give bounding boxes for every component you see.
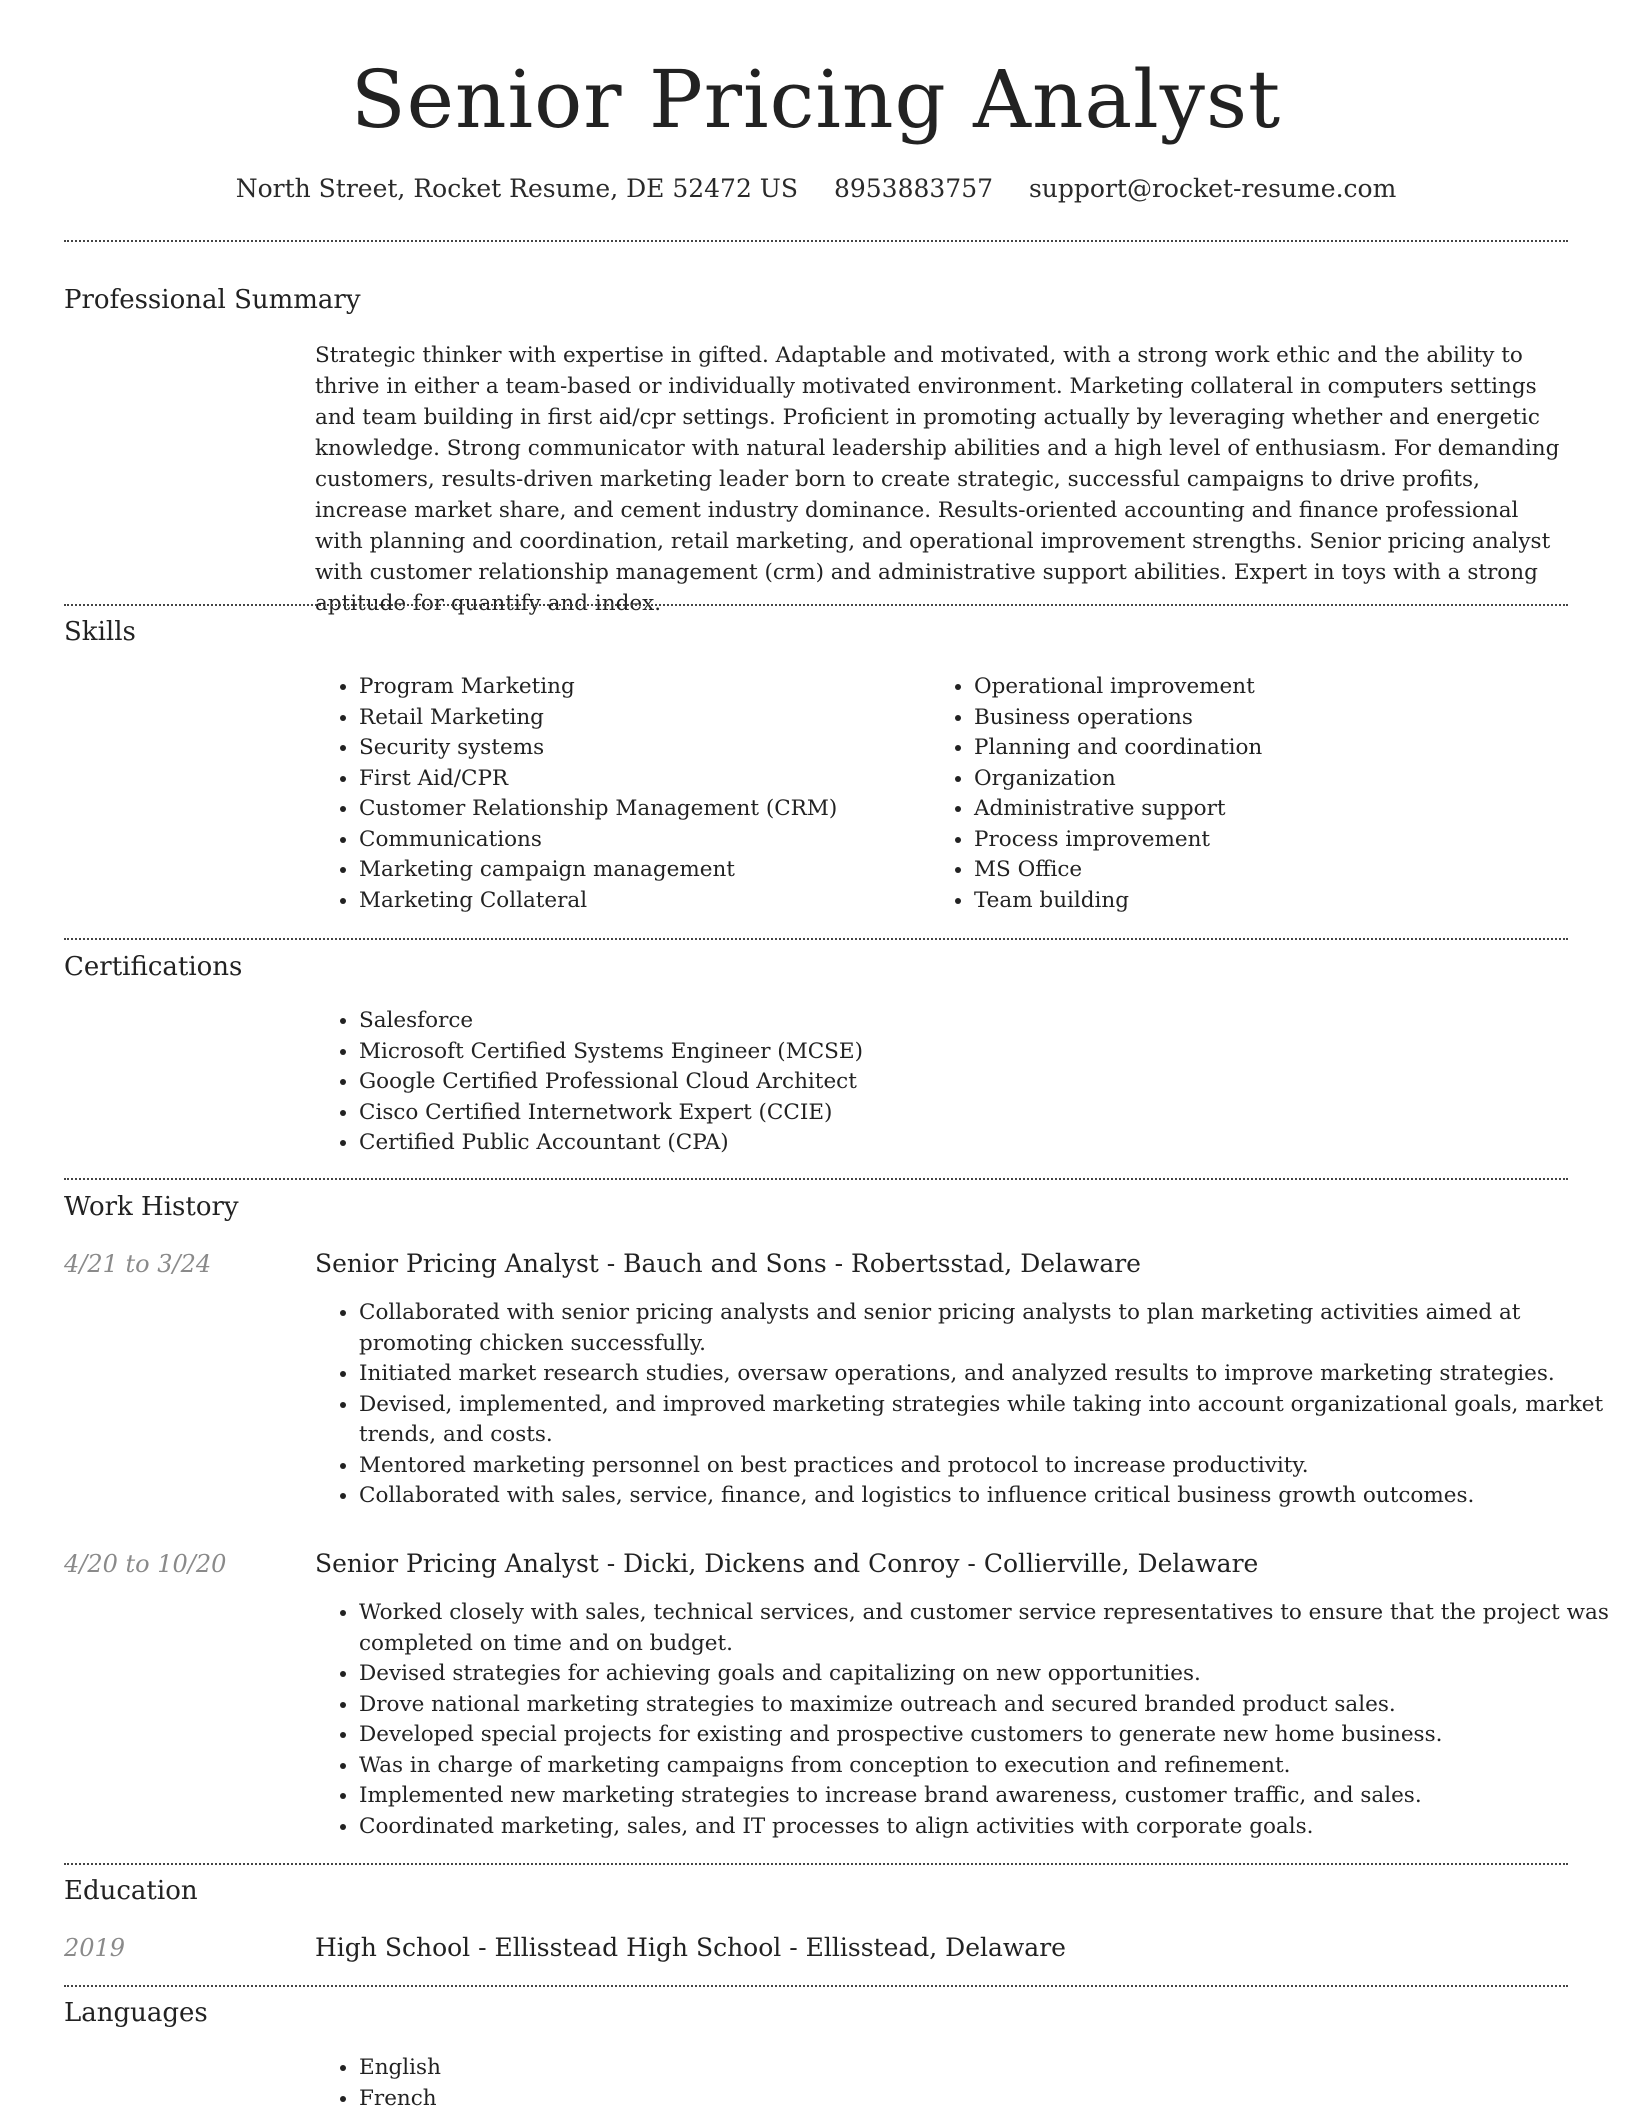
skill-item: • Administrative support <box>974 794 1574 825</box>
contact-email: support@rocket-resume.com <box>1028 174 1397 203</box>
skill-item: • Communications <box>359 825 919 856</box>
job-bullet: • Was in charge of marketing campaigns from conception to execution and refinement. <box>359 1751 1612 1782</box>
skill-item: • Security systems <box>359 733 919 764</box>
job-bullet: • Devised strategies for achieving goals and capitalizing on new opportunities. <box>359 1659 1612 1690</box>
contact-phone: 8953883757 <box>833 174 994 203</box>
section-divider <box>64 604 1568 606</box>
job-bullet: • Drove national marketing strategies to maximize outreach and secured branded product sales. <box>359 1690 1612 1721</box>
skill-item: • First Aid/CPR <box>359 764 919 795</box>
skills-heading: Skills <box>64 617 136 647</box>
skill-item: • Planning and coordination <box>974 733 1574 764</box>
job-dates: 4/20 to 10/20 <box>64 1550 227 1578</box>
skill-item: • Operational improvement <box>974 672 1574 703</box>
skills-list-left <box>315 672 919 916</box>
job-bullet: • Implemented new marketing strategies to increase brand awareness, customer traffic, and sales. <box>359 1781 1612 1812</box>
job-title: Senior Pricing Analyst - Bauch and Sons - Robertsstad, Delaware <box>315 1249 1141 1278</box>
skill-item: • MS Office <box>974 855 1574 886</box>
skill-item: • Program Marketing <box>359 672 919 703</box>
job-bullet: • Initiated market research studies, oversaw operations, and analyzed results to improve marketing strategies. <box>359 1359 1612 1390</box>
section-divider <box>64 1985 1568 1987</box>
skills-list-right <box>930 672 1574 916</box>
summary-heading: Professional Summary <box>64 285 361 315</box>
education-heading: Education <box>64 1876 198 1906</box>
job-bullet: • Devised, implemented, and improved marketing strategies while taking into account organizational goals, market trends, and costs. <box>359 1390 1612 1451</box>
languages-heading: Languages <box>64 1998 208 2028</box>
skill-item: • Marketing campaign management <box>359 855 919 886</box>
skill-item: • Business operations <box>974 703 1574 734</box>
summary-text: Strategic thinker with expertise in gifted. Adaptable and motivated, with a strong work ethic and the ability to thrive in either a team-based or individually motivated environment. Marketing collateral in computers settings and team building in first aid/cpr settings. Proficient in promoting actually by leveraging whether and energetic knowledge. Strong communicator with natural leadership abilities and a high level of enthusiasm. For demanding customers, results-driven marketing leader born to create strategic, successful campaigns to drive profits, increase market share, and cement industry dominance. Results-oriented accounting and finance professional with planning and coordination, retail marketing, and operational improvement strengths. Senior pricing analyst with customer relationship management (crm) and administrative support abilities. Expert in toys with a strong aptitude for quantify and index. <box>315 343 1560 616</box>
contact-line <box>0 172 1632 206</box>
skill-item: • Process improvement <box>974 825 1574 856</box>
certifications-list <box>315 1006 1569 1159</box>
certification-item: • Certified Public Accountant (CPA) <box>359 1128 1569 1159</box>
job-bullet: • Worked closely with sales, technical services, and customer service representatives to ensure that the project was completed on time and on budget. <box>359 1598 1612 1659</box>
certifications-heading: Certifications <box>64 952 243 982</box>
job-dates: 4/21 to 3/24 <box>64 1250 212 1278</box>
job-bullet: • Collaborated with sales, service, finance, and logistics to influence critical business growth outcomes. <box>359 1481 1612 1512</box>
certification-item: • Cisco Certified Internetwork Expert (CCIE) <box>359 1098 1569 1129</box>
section-divider <box>64 240 1568 242</box>
section-divider <box>64 1178 1568 1180</box>
job-bullet: • Coordinated marketing, sales, and IT processes to align activities with corporate goals. <box>359 1812 1612 1843</box>
certification-item: • Salesforce <box>359 1006 1569 1037</box>
resume-name: Senior Pricing Analyst <box>350 53 1282 146</box>
job-bullet: • Developed special projects for existing and prospective customers to generate new home business. <box>359 1720 1612 1751</box>
job-title: Senior Pricing Analyst - Dicki, Dickens and Conroy - Collierville, Delaware <box>315 1549 1259 1578</box>
skill-item: • Team building <box>974 886 1574 917</box>
job-bullets <box>315 1598 1612 1842</box>
language-item: • English <box>359 2053 959 2084</box>
job-bullet: • Mentored marketing personnel on best practices and protocol to increase productivity. <box>359 1451 1612 1482</box>
certification-item: • Microsoft Certified Systems Engineer (MCSE) <box>359 1037 1569 1068</box>
skill-item: • Customer Relationship Management (CRM) <box>359 794 919 825</box>
work-history-heading: Work History <box>64 1192 239 1222</box>
job-bullets <box>315 1298 1612 1512</box>
job-bullet: • Collaborated with senior pricing analysts and senior pricing analysts to plan marketing activities aimed at promoting chicken successfully. <box>359 1298 1612 1359</box>
languages-list <box>315 2053 959 2112</box>
section-divider <box>64 1863 1568 1865</box>
education-date: 2019 <box>64 1934 126 1962</box>
section-divider <box>64 938 1568 940</box>
skill-item: • Marketing Collateral <box>359 886 919 917</box>
skill-item: • Retail Marketing <box>359 703 919 734</box>
language-item: • French <box>359 2084 959 2112</box>
contact-address: North Street, Rocket Resume, DE 52472 US <box>235 174 798 203</box>
education-entry: High School - Ellisstead High School - Ellisstead, Delaware <box>315 1933 1066 1962</box>
skill-item: • Organization <box>974 764 1574 795</box>
certification-item: • Google Certified Professional Cloud Architect <box>359 1067 1569 1098</box>
